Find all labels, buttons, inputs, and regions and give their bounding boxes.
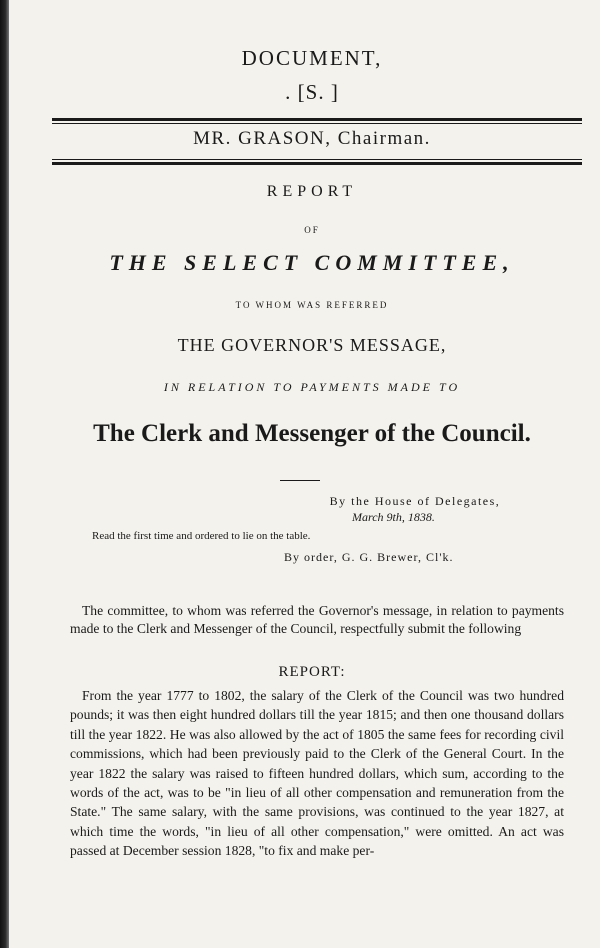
of-label: OF [304,225,320,235]
document-title: DOCUMENT, [241,46,383,70]
read-first-time-line: Read the first time and ordered to lie on the table. [92,530,311,542]
document-page [52,0,572,948]
report-body [70,686,564,861]
lower-double-rule [52,157,582,165]
top-double-rule [52,118,582,124]
report-paragraph: From the year 1777 to 1802, the salary of the Clerk of the Council was two hundred pounds; it was then eight hundred dollars till the year 1815; and then one thousand dollars till the year 1822. He was also allowed by the act of 1805 the same fees for recording civil commissions, which had been previously paid to the Clerk of the General Court. In the year 1822 the salary was raised to fifteen hundred dollars, which sum, according to the words of the act, was to be "in lieu of all other compensation and remuneration from the State." The same salary, with the same provisions, was continued to the year 1827, at which time the words, "in lieu of all other compensation," were omitted. An act was passed at December session 1828, "to fix and make per- [70,688,564,859]
date-line: March 9th, 1838. [352,510,435,524]
by-order-line: By order, G. G. Brewer, Cl'k. [284,550,454,564]
subject-title: The Clerk and Messenger of the Council. [93,420,531,447]
page-edge-shadow [0,0,9,948]
short-divider [280,480,320,481]
chairman-line: MR. GRASON, Chairman. [193,128,431,149]
report-subheading: REPORT: [278,664,346,680]
referred-label: TO WHOM WAS REFERRED [235,300,389,310]
house-of-delegates-line: By the House of Delegates, [329,494,501,508]
report-heading: REPORT [266,183,358,200]
governors-message-line: THE GOVERNOR'S MESSAGE, [177,335,447,355]
document-code: . [S. ] [285,80,339,104]
intro-text: The committee, to whom was referred the Governor's message, in relation to payments made to the Clerk and Messenger of the Council, respectfully submit the following [70,603,564,636]
intro-paragraph [70,602,564,638]
relation-line: IN RELATION TO PAYMENTS MADE TO [163,380,461,394]
committee-name: THE SELECT COMMITTEE, [109,250,515,275]
